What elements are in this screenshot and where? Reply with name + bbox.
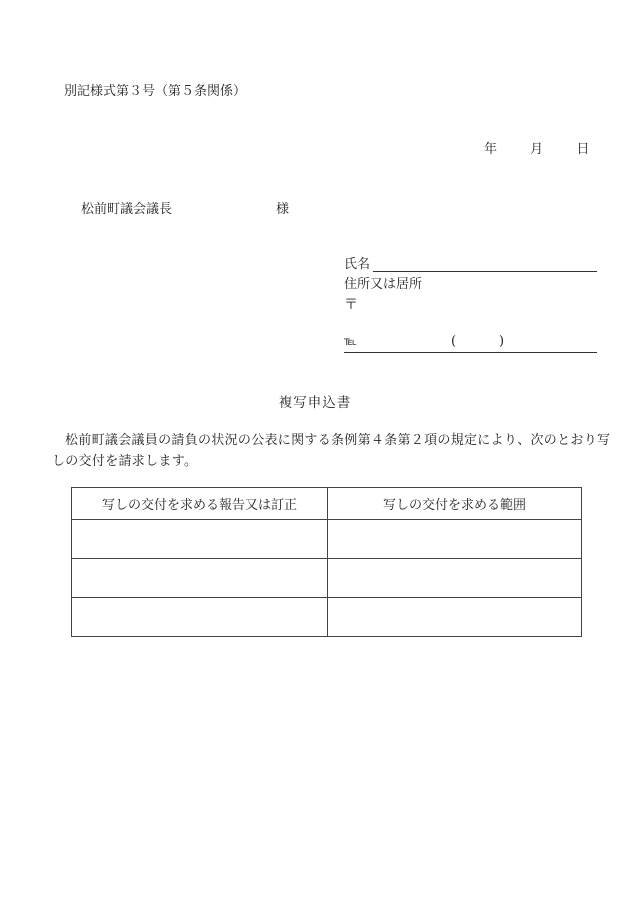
tel-close-paren: ) bbox=[499, 334, 505, 349]
applicant-postal-row bbox=[344, 295, 597, 315]
addressee-suffix: 様 bbox=[276, 202, 290, 217]
table-cell-range[interactable] bbox=[328, 598, 582, 637]
table-cell-report[interactable] bbox=[72, 520, 328, 559]
document-title: 複写申込書 bbox=[278, 395, 352, 411]
table-cell-range[interactable] bbox=[328, 559, 582, 598]
table-row bbox=[72, 520, 582, 559]
table-row bbox=[72, 559, 582, 598]
date-line bbox=[484, 138, 589, 157]
date-month-label: 月 bbox=[530, 142, 544, 157]
applicant-block bbox=[344, 255, 597, 349]
telephone-icon: ℡ bbox=[344, 334, 356, 348]
postal-mark-icon: 〒 bbox=[344, 297, 358, 313]
table-cell-range[interactable] bbox=[328, 520, 582, 559]
table-header-report: 写しの交付を求める報告又は訂正 bbox=[72, 488, 328, 520]
request-table bbox=[71, 487, 582, 637]
applicant-address-row bbox=[344, 275, 597, 295]
tel-open-paren: ( bbox=[451, 334, 457, 349]
date-year-label: 年 bbox=[484, 142, 498, 157]
table-row bbox=[72, 598, 582, 637]
applicant-name-label: 氏名 bbox=[344, 257, 371, 272]
form-number: 別記様式第３号（第５条関係） bbox=[64, 84, 247, 99]
body-text: 松前町議会議員の請負の状況の公表に関する条例第４条第２項の規定により、次のとおり写しの交付を請求します。 bbox=[52, 433, 611, 469]
table-cell-report[interactable] bbox=[72, 598, 328, 637]
applicant-tel-field[interactable] bbox=[344, 334, 597, 353]
date-day-label: 日 bbox=[576, 142, 590, 157]
body-text-block bbox=[52, 430, 612, 472]
table-header-range: 写しの交付を求める範囲 bbox=[328, 488, 582, 520]
table-cell-report[interactable] bbox=[72, 559, 328, 598]
applicant-name-row bbox=[344, 255, 597, 275]
applicant-address-label: 住所又は居所 bbox=[344, 277, 423, 292]
table-header-row bbox=[72, 488, 582, 520]
applicant-name-field[interactable] bbox=[373, 271, 597, 272]
addressee-name: 松前町議会議長 bbox=[81, 202, 173, 217]
